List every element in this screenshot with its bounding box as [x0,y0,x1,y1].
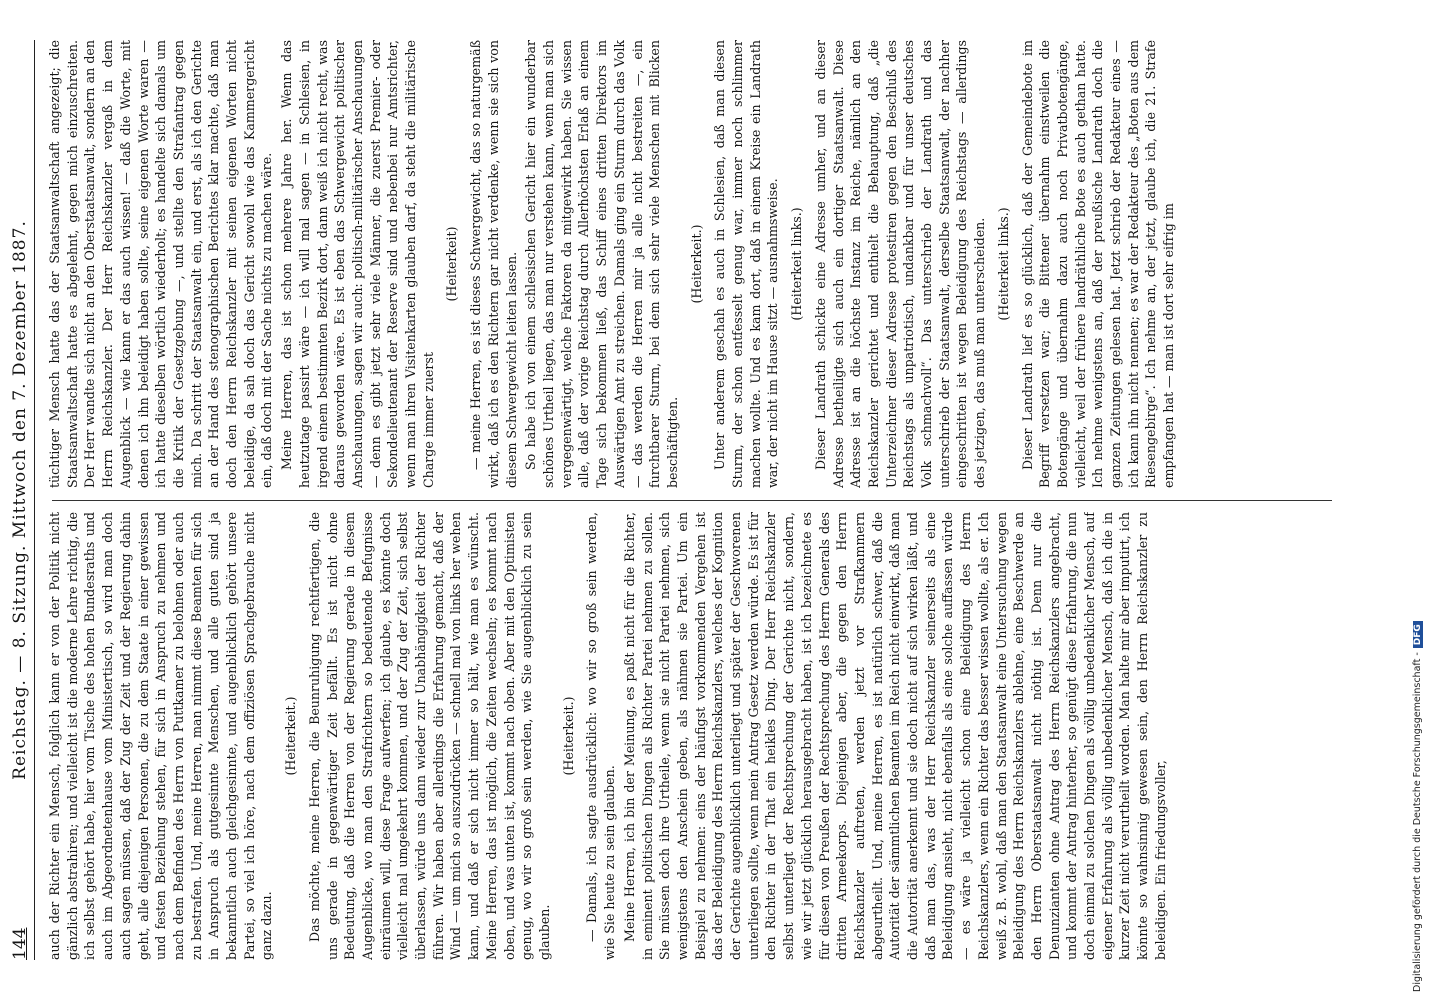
interjection: (Heiterkeit links.) [789,207,805,321]
interjection: (Heiterkeit.) [560,696,576,776]
digitization-credit [1412,621,1423,992]
paragraph: Unter anderem geschah es auch in Schlesien, daß man diesen Sturm, der schon entfesselt genug war, immer noch schlimmer machen wollte. Und es kam dort, daß in einem Kreise ein Landrath war, der nicht im Hause sitzt — ausnahmsweise. [712,40,781,488]
paragraph: tüchtiger Mensch hatte das der Staatsanwaltschaft angezeigt; die Staatsanwaltschaft hatte es abgelehnt, gegen mich einzuschreiten. Der Herr wandte sich nicht an den Oberstaatsanwalt, sondern an den Herrn Reichskanzler. Der Herr Reichskanzler vergaß in dem Augenblick — wie kann er das auch wissen! — daß die Worte, mit denen ich ihn beleidigt haben sollte, seine eigenen Worte waren — ich hatte dieselben wörtlich wiederholt; es handelte sich damals um die Kritik der Gesetzgebung —, und stellte den Strafantrag gegen mich. Da schritt der Staatsanwalt ein, und erst, als ich den Gerichte an der Hand des stenographischen Berichtes klar machte, daß man doch den Herrn Reichskanzler mit seinen eigenen Worten nicht beleidige, da sah doch das Gericht sowohl wie das Kammergericht ein, daß doch mit der Sache nichts zu machen wäre. [47,40,275,488]
column-divider [52,500,1332,501]
interjection: (Heiterkeit.) [688,224,704,304]
paragraph: So habe ich von einem schlesischen Gericht hier ein wunderbar schönes Urtheil liegen, das man nur verstehen kann, wenn man sich vergegenwärtigt, welche Faktoren da mitgewirkt haben. Sie wissen alle, daß der vorige Reichstag durch Allerhöchsten Erlaß an einem Tage sich bekommen ließ, das Schiff eines dritten Direktors im Auswärtigen Amt zu streichen. Damals ging ein Sturm durch das Volk — das werden die Herren mir ja alle nicht bestreiten —, ein furchtbarer Sturm, bei dem sich sehr viele Menschen mit Blicken beschäftigten. [523,40,680,488]
paragraph: — Damals, ich sagte ausdrücklich: wo wir so groß sein werden, wie Sie heute zu sein glauben. [584,512,618,960]
dfg-badge: DFG [1413,621,1423,648]
credit-text: Digitalisierung gefördert durch die Deutsche Forschungsgemeinschaft - [1412,652,1423,992]
paragraph: Dieser Landrath schickte eine Adresse umher, und an dieser Adresse betheiligte sich auch ein dortiger Staatsanwalt. Diese Adresse ist an die höchste Instanz im Reiche, nämlich an den Reichskanzler gerichtet und enthielt die Behauptung, daß „die Unterzeichner dieser Adresse protestiren gegen den Beschluß des Reichstags als unpatriotisch, undankbar und für unser deutsches Volk schmachvoll“. Das unterschrieb der Landrath und das unterschrieb der Staatsanwalt, derselbe Staatsanwalt, der nachher eingeschritten ist wegen Beleidigung des Reichstags — allerdings des jetzigen, das muß man unterscheiden. [812,40,988,488]
paragraph: auch der Richter ein Mensch, folglich kann er von der Politik nicht gänzlich abstrahiren; und vielleicht ist die moderne Lehre richtig, die ich selbst gehört habe, hier vom Tische des hohen Bundesraths und auch im Abgeordnetenhause vom Ministertisch, so wird man doch auch sagen müssen, daß der Zug der Zeit und der Regierung dahin geht, alle diejenigen Personen, die zu dem Staate in einer gewissen und festen Beziehung stehen, für sich in Anspruch zu nehmen und nach dem Befinden des Herrn von Puttkamer zu belohnen oder auch zu bestrafen. Und, meine Herren, man nimmt diese Beamten für sich in Anspruch als gutgesinnte Menschen, und alle guten sind ja bekanntlich auch gleichgesinnte, und augenblicklich gehört unsere Partei, so viel ich höre, nach dem offiziösen Sprachgebrauche nicht ganz dazu. [47,512,275,960]
text-column-left [46,512,1346,960]
paragraph: Das möchte, meine Herren, die Beunruhigung rechtfertigen, die uns gerade in gegenwärtiger Zeit befällt. Es ist nicht ohne Bedeutung, daß die Herren von der Regierung gerade in diesem Augenblicke, wo man den Strafrichtern so bedeutende Befugnisse einräumen will, diese Frage aufwerfen; ich glaube, es könnte doch vielleicht mal umgekehrt kommen, und der Zug der Zeit, sich selbst überlassen, würde uns dann wieder zur Unabhängigkeit der Richter führen. Wir haben aber allerdings die Erfahrung gemacht, daß der Wind — um mich so auszudrücken — schnell mal von links her wehen kann, und daß er sich nicht immer so hält, wie man es wünscht. Meine Herren, das ist möglich, die Zeiten wechseln; es kommt nach oben, und was unten ist, kommt nach oben. Aber mit den Optimisten genug, wo wir so groß sein werden, wie Sie augenblicklich zu sein glauben. [306,512,552,960]
interjection: (Heiterkeit links.) [995,207,1011,321]
page-number: 144 [10,927,30,960]
page-title: Reichstag. — 8. Sitzung. Mittwoch den 7. Dezember 1887. [10,220,30,780]
interjection: (Heiterkeit) [444,226,460,302]
paragraph: Dieser Landrath lief es so glücklich, daß der Gemeindebote im Begriff versetzen war; die Bittener übernahm einstweilen die Botengänge und übernahm dazu auch noch Privatbotengänge, vielleicht, weil der frühere landräthliche Bote es auch gethan hatte. Ich nehme wenigstens an, daß der preußische Landrath doch die ganzen Zeitungen gelesen hat. Jetzt schrieb der Redakteur eines — ich kann ihn nicht nennen; es war der Redakteur des „Boten aus dem Riesengebirge“. Ich nehme an, der jetzt, glaube ich, die 21. Strafe empfangen hat — man ist dort sehr eifrig im [1019,40,1177,488]
paragraph: Meine Herren, das ist schon mehrere Jahre her. Wenn das heutzutage passirt wäre — ich will mal sagen — in Schlesien, in irgend einem bestimmten Bezirk dort, dann weiß ich nicht recht, was daraus geworden wäre. Es ist eben das Schwergewicht politischer Anschauungen, sagen wir auch: politisch-militärischer Anschauungen — denn es gibt jetzt sehr viele Männer, die zuerst Premier- oder Sekondelieutenant der Reserve sind und nebenbei nur Amtsrichter, wenn man ihren Visitenkarten glauben darf, da steht die militärische Charge immer zuerst [279,40,436,488]
interjection: (Heiterkeit.) [283,696,299,776]
paragraph: — meine Herren, es ist dieses Schwergewicht, das so naturgemäß wirkt, daß ich es den Richtern gar nicht verdenke, wenn sie sich von diesem Schwergewicht leiten lassen. [468,40,519,488]
page-header [8,40,35,960]
text-column-right [46,40,1346,488]
paragraph: Meine Herren, ich bin der Meinung, es paßt nicht für die Richter, in eminent politischen Dingen als Richter Partei nehmen zu sollen. Sie müssen doch ihre Urtheile, wenn sie nicht Partei nehmen, sich wenigstens den Anschein geben, als nähmen sie Partei. Um ein Beispiel zu nehmen: eins der häufigst vorkommenden Vergehen ist das der Beleidigung des Herrn Reichskanzlers, welches der Kognition der Gerichte augenblicklich unterliegt und später der Geschworenen unterliegen sollte, wenn mein Antrag Gesetz werden würde. Es ist für den Richter in der That ein heikles Ding. Der Herr Reichskanzler selbst unterliegt der Rechtsprechung der Gerichte nicht, sondern, wie wir jetzt glücklich herausgebracht haben, ist ich bezeichnete es für diesen von Preußen der Rechtsprechung des Herrn Generals des dritten Armeekorps. Diejenigen aber, die gegen den Herrn Reichskanzler auftreten, werden jetzt vor Strafkammern abgeurtheilt. Und, meine Herren, es ist natürlich schwer, daß die Autorität der sämmtlichen Beamten im Reich nicht einwirkt, daß man die Autorität anerkennt und sie doch nicht auf sich wirken läßt, und daß man das, was der Herr Reichskanzler seinerseits als eine Beleidigung ansieht, nicht ebenfalls als eine solche auffassen würde — es wäre ja vielleicht schon eine Beleidigung des Herrn Reichskanzlers, wenn ein Richter das besser wissen wollte, als er. Ich weiß z. B. wohl, daß man den Staatsanwalt eine Untersuchung wegen Beleidigung des Herrn Reichskanzlers ablehne, eine Beschwerde an den Herrn Oberstaatsanwalt nicht nöthig ist. Denn nur die Denunzianten ohne Antrag des Herrn Reichskanzlers angebracht, und kommt der Antrag hinterher, so genügt diese Erfahrung, die nun doch einmal zu solchen Dingen als völlig unbedenklicher Mensch, auf eigener Erfahrung als völlig unbedenklicher Mensch, daß ich die in kurzer Zeit nicht verurtheilt worden. Man halte mir aber imputirt, ich könnte so wahnsinnig gewesen sein, den Herrn Reichskanzler zu beleidigen. Ein friedungsvoller, [621,512,1168,960]
